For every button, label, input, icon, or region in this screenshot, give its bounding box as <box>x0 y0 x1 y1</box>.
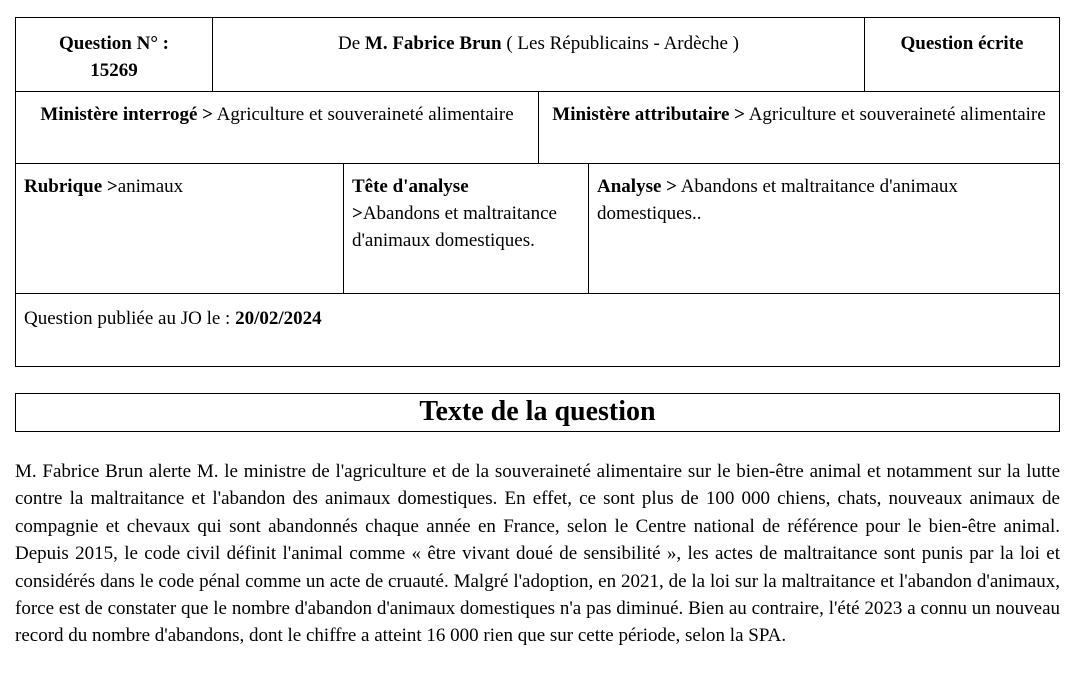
ministere-attributaire-cell <box>538 92 1059 163</box>
classification-row <box>16 164 1059 294</box>
author-prefix: De <box>337 33 361 54</box>
author-name: M. Fabrice Brun <box>364 33 502 54</box>
question-number: 15269 <box>90 60 138 81</box>
ministere-interroge-cell <box>16 92 538 163</box>
rubrique-label: Rubrique > <box>24 176 118 197</box>
question-metadata-table <box>15 17 1060 367</box>
publication-row <box>16 294 1059 366</box>
author-group: ( Les Républicains - Ardèche ) <box>506 33 739 54</box>
analyse-label: Analyse > <box>597 176 677 197</box>
question-text: M. Fabrice Brun alerte M. le ministre de l'agriculture et de la souveraineté alimentaire sur le bien-être animal et notamment sur la lutte contre la maltraitance et l'abandon des animaux domestiques. En effet, ce sont plus de 100 000 chiens, chats, nouveaux animaux de compagnie et chevaux qui sont abandonnés chaque année en France, selon le Centre national de référence pour le bien-être animal. Depuis 2015, le code civil définit l'animal comme « être vivant doué de sensibilité », les actes de maltraitance sont punis par la loi et considérés dans le code pénal comme un acte de cruauté. Malgré l'adoption, en 2021, de la loi sur la maltraitance et l'abandon d'animaux, force est de constater que le nombre d'abandon d'animaux domestiques n'a pas diminué. Bien au contraire, l'été 2023 a connu un nouveau record du nombre d'abandons, dont le chiffre a atteint 16 000 rien que sur cette période, selon la SPA. <box>15 461 1060 647</box>
publication-label: Question publiée au JO le : <box>24 308 231 329</box>
ministere-attributaire-label: Ministère attributaire > <box>552 104 745 125</box>
rubrique-cell <box>16 164 343 293</box>
ministere-attributaire-value: Agriculture et souveraineté alimentaire <box>748 104 1046 125</box>
tete-analyse-value: Abandons et maltraitance d'animaux domestiques. <box>352 203 557 251</box>
publication-date: 20/02/2024 <box>235 308 322 329</box>
ministries-row <box>16 92 1059 164</box>
question-type-cell <box>864 18 1059 91</box>
author-cell <box>212 18 864 91</box>
tete-analyse-cell <box>343 164 588 293</box>
analyse-cell <box>588 164 1059 293</box>
question-number-cell <box>16 18 212 91</box>
section-title: Texte de la question <box>15 393 1060 432</box>
ministere-interroge-value: Agriculture et souveraineté alimentaire <box>216 104 514 125</box>
ministere-interroge-label: Ministère interrogé > <box>40 104 213 125</box>
header-row <box>16 18 1059 92</box>
rubrique-value: animaux <box>117 176 184 197</box>
tete-analyse-label: Tête d'analyse <box>352 176 469 197</box>
question-number-label: Question N° : <box>59 33 169 54</box>
question-type: Question écrite <box>900 33 1024 54</box>
analyse-value: Abandons et maltraitance d'animaux domestiques.. <box>597 176 958 224</box>
tete-analyse-arrow: > <box>352 203 363 224</box>
publication-cell <box>16 294 1059 366</box>
